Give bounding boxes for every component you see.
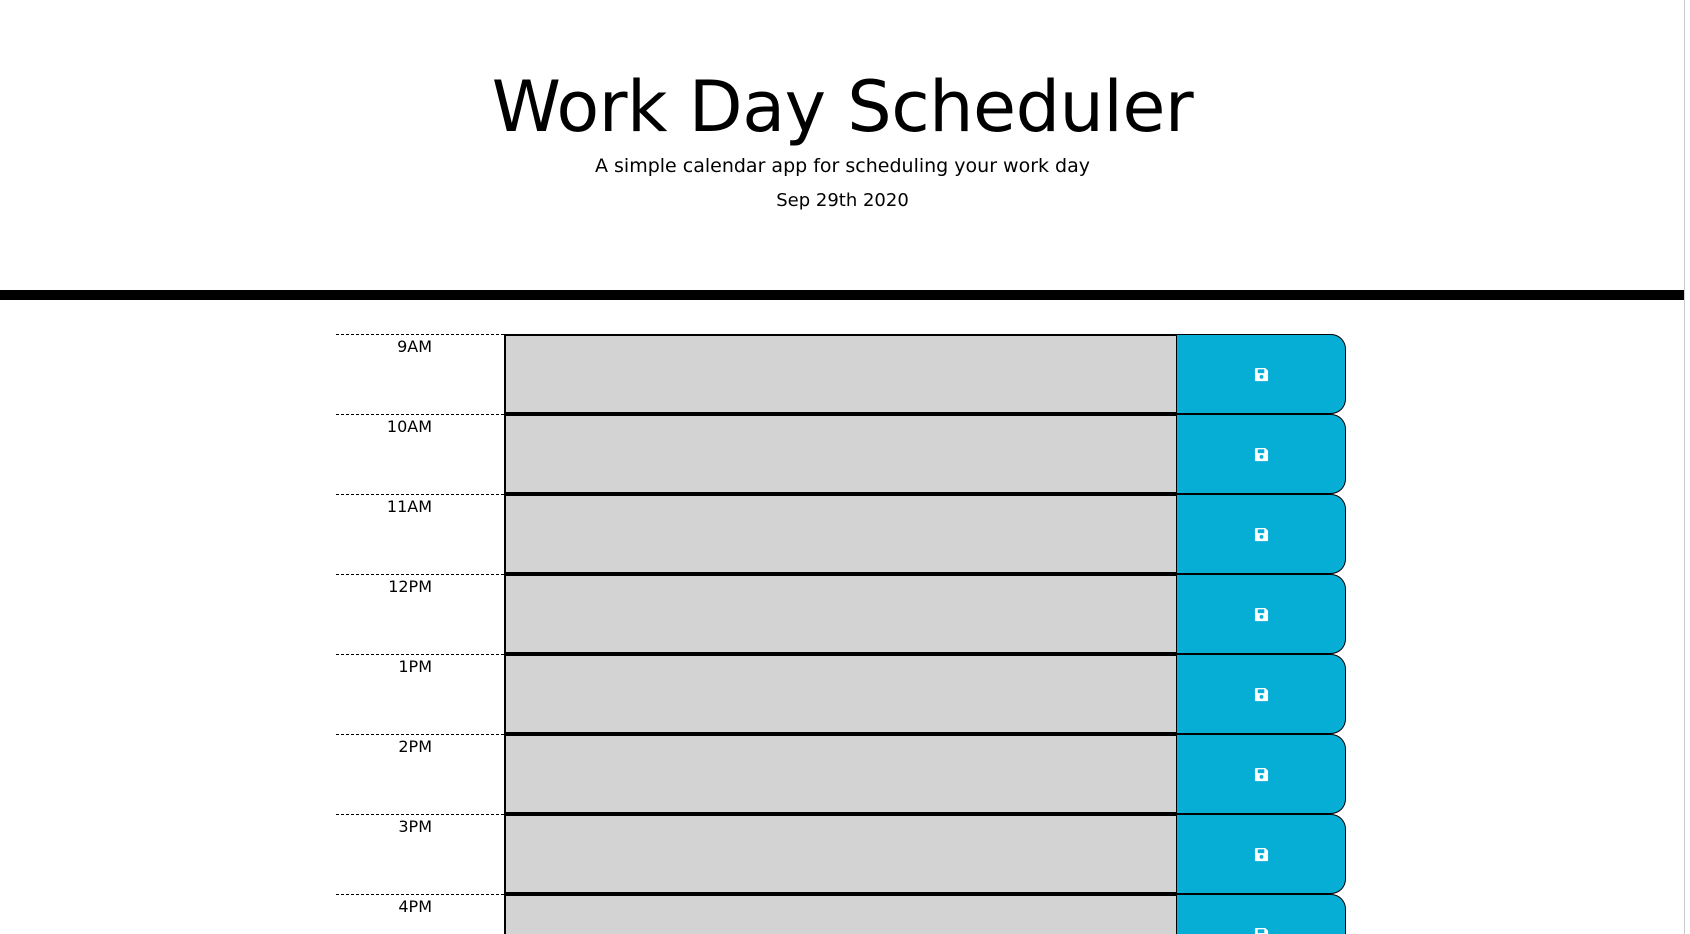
header	[0, 0, 1685, 300]
time-block	[336, 894, 1348, 934]
time-block	[336, 414, 1348, 494]
event-description-input[interactable]	[504, 814, 1177, 894]
save-icon	[1254, 927, 1269, 934]
event-description-input[interactable]	[504, 334, 1177, 414]
event-description-input[interactable]	[504, 414, 1177, 494]
hour-label: 12PM	[336, 574, 504, 654]
save-icon	[1254, 687, 1269, 702]
hour-label: 11AM	[336, 494, 504, 574]
page-title: Work Day Scheduler	[491, 66, 1194, 148]
hour-label: 3PM	[336, 814, 504, 894]
save-button[interactable]	[1177, 894, 1346, 934]
time-block	[336, 494, 1348, 574]
save-icon	[1254, 847, 1269, 862]
save-button[interactable]	[1177, 734, 1346, 814]
save-icon	[1254, 607, 1269, 622]
save-button[interactable]	[1177, 334, 1346, 414]
save-icon	[1254, 367, 1269, 382]
time-block	[336, 334, 1348, 414]
save-button[interactable]	[1177, 494, 1346, 574]
time-block-list	[336, 334, 1348, 934]
save-icon	[1254, 767, 1269, 782]
event-description-input[interactable]	[504, 574, 1177, 654]
hour-label: 4PM	[336, 894, 504, 934]
time-block	[336, 814, 1348, 894]
time-block	[336, 654, 1348, 734]
hour-label: 1PM	[336, 654, 504, 734]
event-description-input[interactable]	[504, 654, 1177, 734]
scrollbar[interactable]	[1684, 0, 1690, 934]
save-button[interactable]	[1177, 654, 1346, 734]
current-day: Sep 29th 2020	[776, 190, 909, 211]
event-description-input[interactable]	[504, 734, 1177, 814]
save-icon	[1254, 447, 1269, 462]
event-description-input[interactable]	[504, 894, 1177, 934]
save-button[interactable]	[1177, 414, 1346, 494]
save-button[interactable]	[1177, 574, 1346, 654]
time-block	[336, 574, 1348, 654]
hour-label: 9AM	[336, 334, 504, 414]
page-subtitle: A simple calendar app for scheduling your work day	[594, 155, 1091, 177]
save-button[interactable]	[1177, 814, 1346, 894]
hour-label: 10AM	[336, 414, 504, 494]
time-block	[336, 734, 1348, 814]
save-icon	[1254, 527, 1269, 542]
hour-label: 2PM	[336, 734, 504, 814]
event-description-input[interactable]	[504, 494, 1177, 574]
